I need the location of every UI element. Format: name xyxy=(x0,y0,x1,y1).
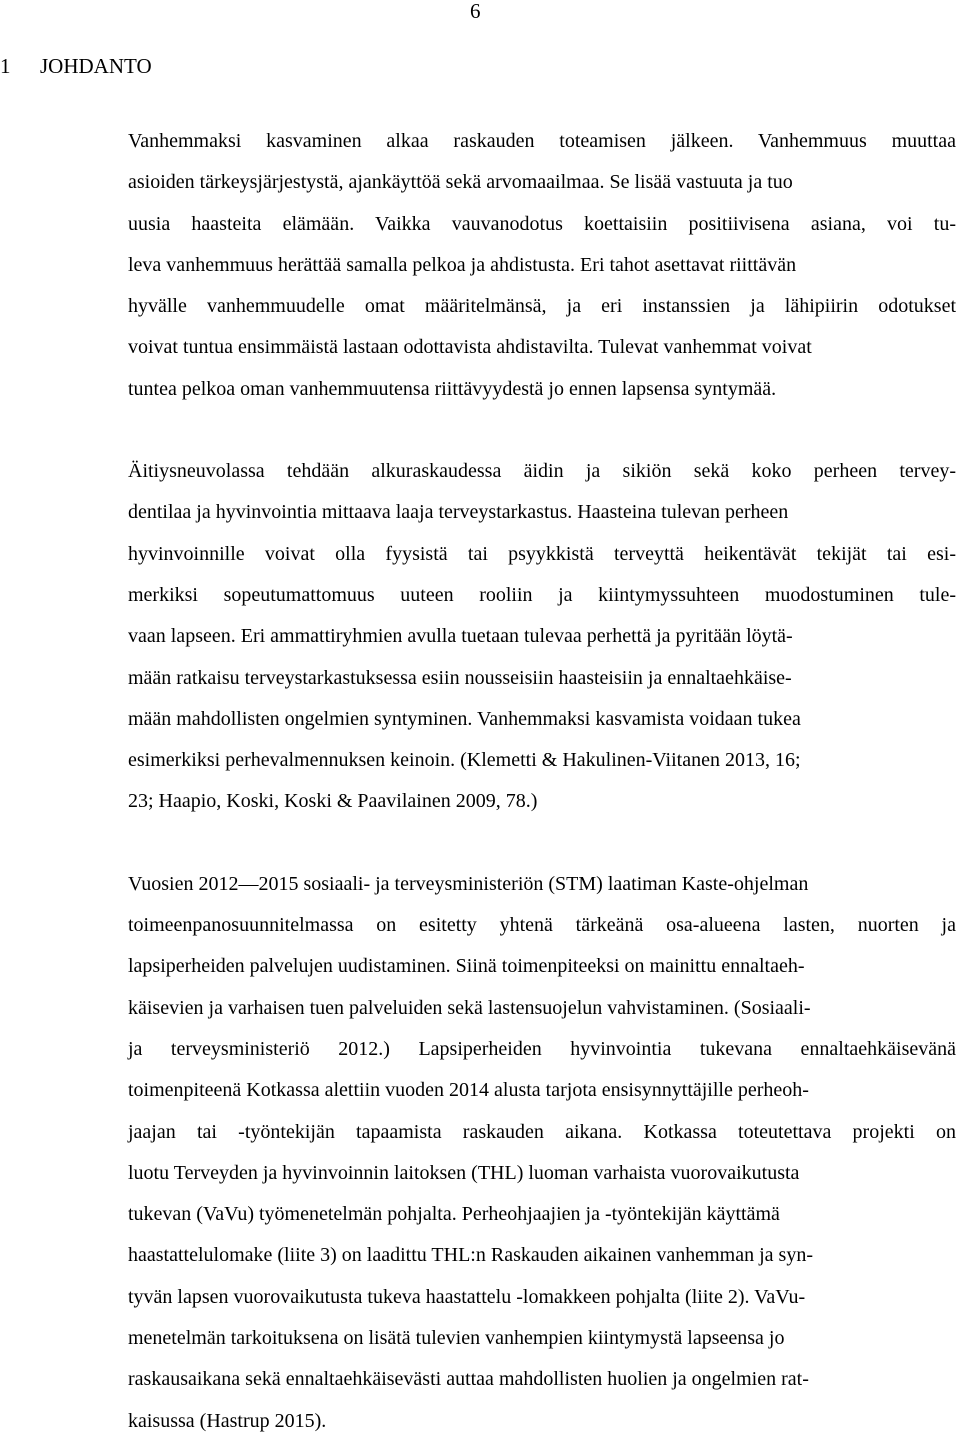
text-line: dentilaa ja hyvinvointia mittaava laaja terveystarkastus. Haasteina tulevan perheen xyxy=(128,501,789,524)
paragraph-3 xyxy=(128,864,956,1442)
text-line: toimeenpanosuunnitelmassa on esitetty yhtenä tärkeänä osa-alueena lasten, nuorten ja xyxy=(128,914,956,937)
text-line: jaajan tai -työntekijän tapaamista raskauden aikana. Kotkassa toteutettava projekti on xyxy=(128,1120,956,1143)
body-text xyxy=(128,121,956,1442)
text-line: leva vanhemmuus herättää samalla pelkoa ja ahdistusta. Eri tahot asettavat riittävän xyxy=(128,253,797,276)
text-line: Vuosien 2012—2015 sosiaali- ja terveysministeriön (STM) laatiman Kaste-ohjelman xyxy=(128,872,809,895)
text-line: tyvän lapsen vuorovaikutusta tukeva haastattelu -lomakkeen pohjalta (liite 2). VaVu- xyxy=(128,1285,806,1308)
text-line: 23; Haapio, Koski, Koski & Paavilainen 2009, 78.) xyxy=(128,790,538,813)
text-line: lapsiperheiden palvelujen uudistaminen. Siinä toimenpiteeksi on mainittu ennaltaeh- xyxy=(128,955,805,978)
text-line: menetelmän tarkoituksena on lisätä tulevien vanhempien kiintymystä lapseensa jo xyxy=(128,1327,785,1350)
text-line: esimerkiksi perhevalmennuksen keinoin. (Klemetti & Hakulinen-Viitanen 2013, 16; xyxy=(128,749,801,772)
text-line: kaisussa (Hastrup 2015). xyxy=(128,1409,327,1432)
text-line: hyvälle vanhemmuudelle omat määritelmänsä, ja eri instanssien ja lähipiirin odotukset xyxy=(128,295,956,318)
text-line: merkiksi sopeutumattomuus uuteen rooliin ja kiintymyssuhteen muodostuminen tule- xyxy=(128,583,956,606)
text-line: ja terveysministeriö 2012.) Lapsiperheiden hyvinvointia tukevana ennaltaehkäisevänä xyxy=(128,1037,956,1060)
text-line: uusia haasteita elämään. Vaikka vauvanodotus koettaisiin positiivisena asiana, voi tu- xyxy=(128,212,956,235)
text-line: vaan lapseen. Eri ammattiryhmien avulla tuetaan tulevaa perhettä ja pyritään löytä- xyxy=(128,625,793,648)
text-line: asioiden tärkeysjärjestystä, ajankäyttöä sekä arvomaailmaa. Se lisää vastuuta ja tuo xyxy=(128,171,793,194)
text-line: voivat tuntua ensimmäistä lastaan odottavista ahdistavilta. Tulevat vanhemmat voivat xyxy=(128,336,812,359)
chapter-title: JOHDANTO xyxy=(40,54,152,78)
text-line: luotu Terveyden ja hyvinvoinnin laitoksen (THL) luoman varhaista vuorovaikutusta xyxy=(128,1161,800,1184)
text-line: hyvinvoinnille voivat olla fyysistä tai psyykkistä terveyttä heikentävät tekijät tai esi- xyxy=(128,542,956,565)
text-line: mään ratkaisu terveystarkastuksessa esiin nousseisiin haasteisiin ja ennaltaehkäise- xyxy=(128,666,792,689)
text-line: haastattelulomake (liite 3) on laadittu THL:n Raskauden aikainen vanhemman ja syn- xyxy=(128,1244,813,1267)
paragraph-2 xyxy=(128,451,956,823)
chapter-number: 1 xyxy=(0,54,11,78)
text-line: toimenpiteenä Kotkassa alettiin vuoden 2014 alusta tarjota ensisynnyttäjille perheoh- xyxy=(128,1079,809,1102)
page-number: 6 xyxy=(470,0,481,23)
paragraph-1 xyxy=(128,121,956,410)
text-line: mään mahdollisten ongelmien syntyminen. Vanhemmaksi kasvamista voidaan tukea xyxy=(128,707,801,730)
text-line: tukevan (VaVu) työmenetelmän pohjalta. Perheohjaajien ja -työntekijän käyttämä xyxy=(128,1203,780,1226)
text-line: Äitiysneuvolassa tehdään alkuraskaudessa äidin ja sikiön sekä koko perheen tervey- xyxy=(128,460,956,483)
text-line: tuntea pelkoa oman vanhemmuutensa riittävyydestä jo ennen lapsensa syntymää. xyxy=(128,377,777,400)
chapter-heading xyxy=(0,53,152,79)
text-line: käisevien ja varhaisen tuen palveluiden sekä lastensuojelun vahvistaminen. (Sosiaali- xyxy=(128,996,811,1019)
text-line: Vanhemmaksi kasvaminen alkaa raskauden toteamisen jälkeen. Vanhemmuus muuttaa xyxy=(128,130,956,152)
text-line: raskausaikana sekä ennaltaehkäisevästi auttaa mahdollisten huolien ja ongelmien rat- xyxy=(128,1368,809,1391)
